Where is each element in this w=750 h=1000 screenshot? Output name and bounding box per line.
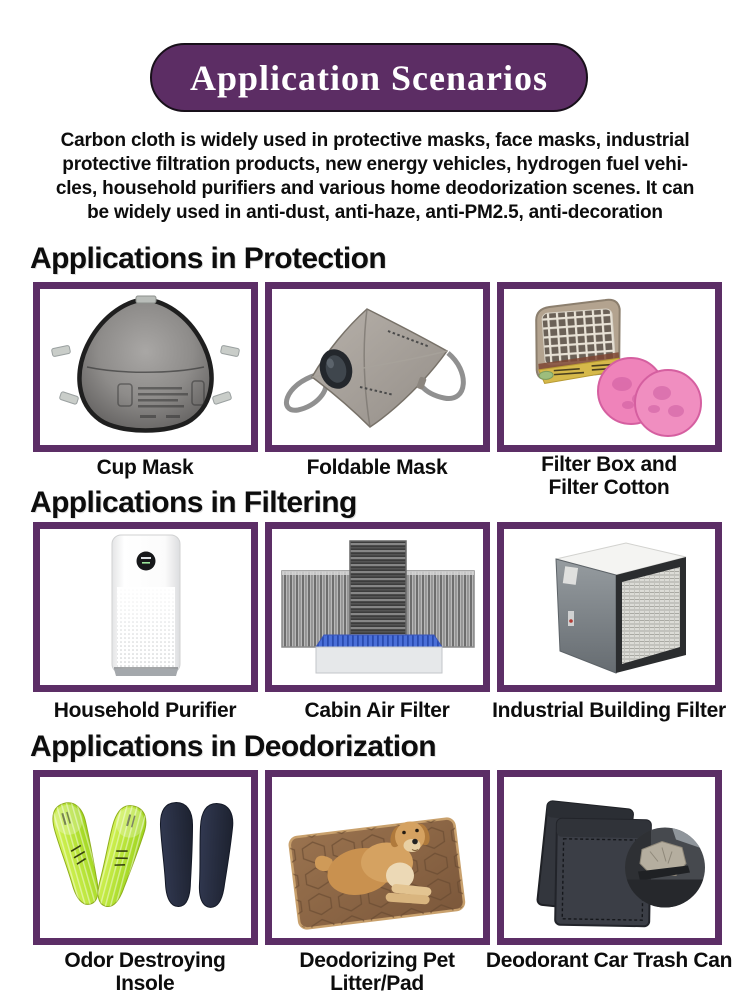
banner-title: Application Scenarios xyxy=(189,57,549,98)
deodorant-car-trash-can-image xyxy=(504,777,715,938)
section-heading-protection: Applications in Protection xyxy=(30,242,387,275)
cup-mask-card xyxy=(33,282,258,452)
odor-destroying-insole-image xyxy=(40,777,251,938)
caption-household-purifier xyxy=(54,699,236,722)
cabin-air-filter-image xyxy=(272,529,483,685)
caption-filter-box xyxy=(541,453,677,499)
caption-line: Foldable Mask xyxy=(306,456,448,479)
caption-foldable-mask xyxy=(307,456,448,479)
caption-line: Household Purifier xyxy=(53,699,237,722)
caption-line: Cabin Air Filter xyxy=(304,699,450,722)
intro-line: Carbon cloth is widely used in protective masks, face masks, industrial xyxy=(60,130,690,151)
caption-line: Filter Box and xyxy=(541,453,677,476)
caption-industrial-building-filter xyxy=(492,699,726,722)
industrial-building-filter-image xyxy=(504,529,715,685)
cabin-air-filter-card xyxy=(265,522,490,692)
caption-cup-mask xyxy=(97,456,194,479)
industrial-building-filter-card xyxy=(497,522,722,692)
caption-line: Litter/Pad xyxy=(330,972,424,995)
banner xyxy=(150,43,588,112)
caption-line: Deodorant Car Trash Can xyxy=(485,949,733,972)
deodorizing-pet-litter-pad-card xyxy=(265,770,490,945)
section-heading-filtering: Applications in Filtering xyxy=(30,486,357,519)
intro-line: cles, household purifiers and various home deodorization scenes. It can xyxy=(55,178,695,199)
caption-line: Odor Destroying xyxy=(64,949,226,972)
caption-deodorizing-pet-litter-pad xyxy=(299,949,454,995)
cup-mask-image xyxy=(40,289,251,445)
foldable-mask-card xyxy=(265,282,490,452)
filter-box-and-filter-cotton-image xyxy=(504,289,715,445)
intro-line: protective filtration products, new energy vehicles, hydrogen fuel vehi- xyxy=(62,154,688,175)
caption-line: Industrial Building Filter xyxy=(492,699,726,722)
section-heading-deodorization: Applications in Deodorization xyxy=(30,730,436,763)
caption-line: Insole xyxy=(115,972,175,995)
household-purifier-image xyxy=(40,529,251,685)
caption-cabin-air-filter xyxy=(305,699,450,722)
foldable-mask-image xyxy=(272,289,483,445)
caption-odor-destroying-insole xyxy=(64,949,225,995)
household-purifier-card xyxy=(33,522,258,692)
filter-box-card xyxy=(497,282,722,452)
caption-deodorant-car-trash-can xyxy=(486,949,732,972)
deodorant-car-trash-can-card xyxy=(497,770,722,945)
deodorizing-pet-litter-pad-image xyxy=(272,777,483,938)
caption-line: Deodorizing Pet xyxy=(299,949,455,972)
intro-line: be widely used in anti-dust, anti-haze, anti-PM2.5, anti-decoration xyxy=(87,202,663,223)
caption-line: Cup Mask xyxy=(96,456,194,479)
intro-paragraph xyxy=(18,129,732,225)
odor-destroying-insole-card xyxy=(33,770,258,945)
caption-line: Filter Cotton xyxy=(548,476,670,499)
